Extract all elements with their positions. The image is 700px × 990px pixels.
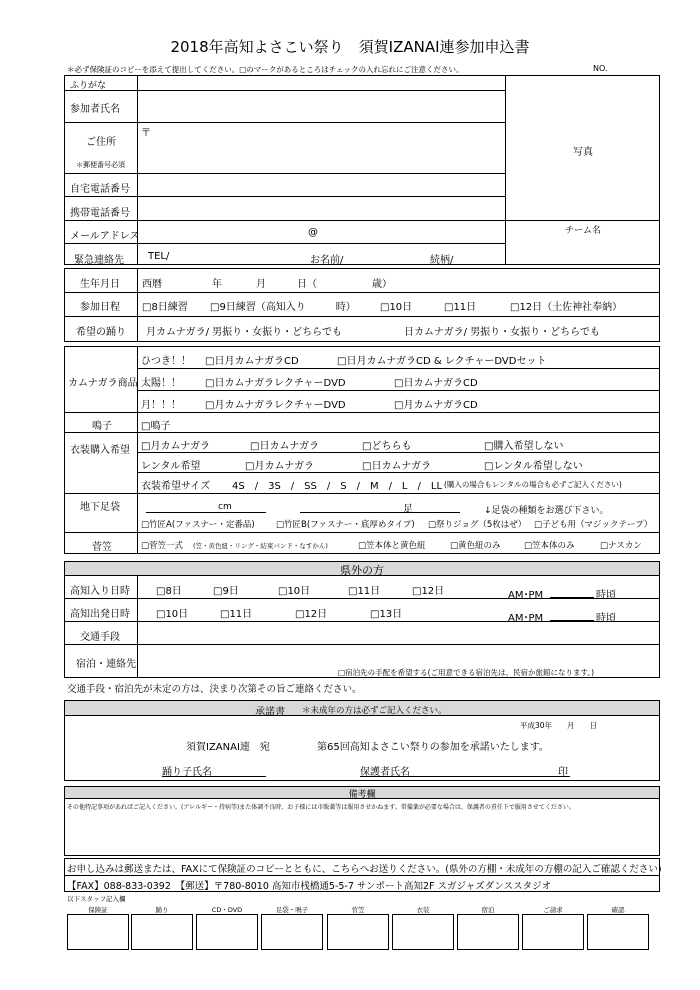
goods-hitsuki-cd[interactable]: □日月カムナガラCD xyxy=(205,356,299,367)
staff-col-label: 保険証 xyxy=(88,906,108,914)
team-name-label: チーム名 xyxy=(565,226,602,236)
emergency-tel: TEL/ xyxy=(148,251,170,262)
arrive-10[interactable]: □10日 xyxy=(278,586,311,597)
address-field[interactable] xyxy=(138,123,504,172)
costume-rent-none[interactable]: □レンタル希望しない xyxy=(484,461,583,472)
emergency-relation: 続柄/ xyxy=(430,255,454,266)
staff-col-label: 確認 xyxy=(611,906,625,914)
home-phone-label: 自宅電話番号 xyxy=(70,184,130,195)
consent-header-note: ＊未成年の方は必ずご記入ください。 xyxy=(302,706,447,716)
dance-label: 希望の踊り xyxy=(76,327,126,338)
birth-day: 日（ xyxy=(297,279,317,290)
depart-11[interactable]: □11日 xyxy=(220,609,253,620)
staff-col-label: 足袋・鳴子 xyxy=(275,906,309,914)
staff-cell[interactable] xyxy=(392,914,454,950)
depart-ampm[interactable]: AM･PM xyxy=(508,613,544,624)
hat-string-only[interactable]: □黄色紐のみ xyxy=(450,541,501,551)
name-label: 参加者氏名 xyxy=(70,104,120,115)
staff-col-label: 宿泊 xyxy=(481,906,495,914)
staff-cell[interactable] xyxy=(522,914,584,950)
costume-rent-label: レンタル希望 xyxy=(141,461,201,472)
seal-mark: 印 xyxy=(558,767,568,778)
staff-col-label: CD・DVD xyxy=(211,906,243,914)
postal-mark: 〒 xyxy=(141,128,151,139)
costume-buy-both[interactable]: □どちらも xyxy=(362,441,412,452)
photo-area[interactable] xyxy=(506,76,659,219)
costume-sizes[interactable]: 4S / 3S / SS / S / M / L / LL xyxy=(232,481,443,492)
tabi-note: ↓足袋の種類をお選び下さい。 xyxy=(484,506,609,516)
address-label: ご住所 xyxy=(86,137,116,148)
naruko-label: 鳴子 xyxy=(92,421,112,432)
transport-label: 交通手段 xyxy=(80,632,120,643)
staff-label: 以下スタッフ記入欄 xyxy=(67,895,126,903)
tabi-opt-jog[interactable]: □祭りジョグ（5枚はぜ） xyxy=(428,520,527,530)
home-phone-field[interactable] xyxy=(138,174,504,195)
arrive-9[interactable]: □9日 xyxy=(213,586,239,597)
mobile-label: 携帯電話番号 xyxy=(70,208,130,219)
staff-col-label: 衣装 xyxy=(416,906,430,914)
consent-body: 第65回高知よさこい祭りの参加を承諾いたします。 xyxy=(317,742,549,753)
staff-col-label: 踊り xyxy=(155,906,169,914)
costume-size-note: (購入の場合もレンタルの場合も必ずご記入ください) xyxy=(444,480,622,489)
arrive-11[interactable]: □11日 xyxy=(348,586,381,597)
costume-rent-sun[interactable]: □日カムナガラ xyxy=(362,461,432,472)
header-note: ＊必ず保険証のコピーを添えて提出してください。□のマークがあるところはチェックの入れ忘れにご注意ください。 xyxy=(67,65,464,74)
lodging-request[interactable]: □宿泊先の手配を希望する(ご用意できる宿泊先は、民宿か旅館になります。) xyxy=(338,668,595,677)
hat-full-set-note: (笠・黄色紐・リング・結束バンド・なすかん) xyxy=(193,542,328,550)
tabi-label: 地下足袋 xyxy=(80,502,120,513)
staff-cell[interactable] xyxy=(457,914,519,950)
tabi-opt-a[interactable]: □竹匠A(ファスナー・定番品) xyxy=(141,520,255,530)
arrive-12[interactable]: □12日 xyxy=(412,586,445,597)
goods-sun: 太陽！！ xyxy=(141,378,181,389)
goods-moon-dvd[interactable]: □月カムナガラレクチャーDVD xyxy=(205,400,346,411)
depart-13[interactable]: □13日 xyxy=(370,609,403,620)
hat-body-only[interactable]: □笠本体のみ xyxy=(524,541,575,551)
birth-age: 歳） xyxy=(372,279,392,290)
goods-hitsuki-set[interactable]: □日月カムナガラCD & レクチャーDVDセット xyxy=(337,356,547,367)
goods-sun-cd[interactable]: □日カムナガラCD xyxy=(394,378,478,389)
consent-header: 承諾書 xyxy=(255,707,285,718)
arrive-8[interactable]: □8日 xyxy=(156,586,182,597)
transport-field[interactable] xyxy=(138,622,659,643)
costume-size-label: 衣装希望サイズ xyxy=(141,481,211,492)
hat-label: 菅笠 xyxy=(92,542,112,553)
mobile-field[interactable] xyxy=(138,197,504,219)
tabi-opt-kids[interactable]: □子ども用（マジックテープ） xyxy=(534,520,653,530)
costume-label: 衣装購入希望 xyxy=(70,445,130,456)
schedule-opt-10[interactable]: □10日 xyxy=(380,302,413,313)
staff-cell[interactable] xyxy=(67,914,129,950)
costume-buy-none[interactable]: □購入希望しない xyxy=(484,441,564,452)
lodging-label: 宿泊・連絡先 xyxy=(76,659,136,670)
arrive-time: 時頃 xyxy=(596,590,616,601)
goods-hitsuki: ひつき！！ xyxy=(141,356,191,367)
footer-line2: 【FAX】088‑833‑0392 【郵送】〒780‑8010 高知市桟橋通5‑5‑7 サンポート高知2F スガジャズダンススタジオ xyxy=(67,881,552,892)
staff-cell[interactable] xyxy=(327,914,389,950)
birth-year: 年 xyxy=(212,279,222,290)
depart-time: 時頃 xyxy=(596,613,616,624)
costume-rent-moon[interactable]: □月カムナガラ xyxy=(245,461,315,472)
goods-sun-dvd[interactable]: □日カムナガラレクチャーDVD xyxy=(205,378,346,389)
goods-label: カムナガラ商品 xyxy=(68,378,138,389)
goods-moon-cd[interactable]: □月カムナガラCD xyxy=(394,400,478,411)
birth-era: 西暦 xyxy=(142,279,162,290)
emergency-name: お名前/ xyxy=(310,255,344,266)
email-label: メールアドレス xyxy=(70,231,140,242)
schedule-opt-8[interactable]: □8日練習 xyxy=(142,302,188,313)
tabi-opt-b[interactable]: □竹匠B(ファスナー・底厚めタイプ) xyxy=(276,520,415,530)
depart-12[interactable]: □12日 xyxy=(295,609,328,620)
hat-full-set[interactable]: □菅笠一式 xyxy=(141,541,184,551)
schedule-label: 参加日程 xyxy=(80,302,120,313)
dance-moon[interactable]: 月カムナガラ/ 男振り・女振り・どちらでも xyxy=(146,327,343,338)
outside-header: 県外の方 xyxy=(65,562,659,576)
photo-label: 写真 xyxy=(573,147,593,158)
postal-note: ＊郵便番号必須 xyxy=(76,161,125,169)
schedule-opt-9[interactable]: □9日練習（高知入り 時） xyxy=(210,302,356,313)
tabi-foot: 足 xyxy=(403,504,413,515)
consent-date: 平成30年 月 日 xyxy=(520,721,598,730)
consent-to: 須賀IZANAI連 宛 xyxy=(186,742,270,753)
emergency-label: 緊急連絡先 xyxy=(74,255,124,266)
goods-moon: 月！！！ xyxy=(141,400,181,411)
staff-col-label: 菅笠 xyxy=(351,906,365,914)
arrive-ampm[interactable]: AM･PM xyxy=(508,590,544,601)
number-label: NO. xyxy=(593,64,608,73)
naruko-option[interactable]: □鳴子 xyxy=(141,421,171,432)
birth-month: 月 xyxy=(256,279,266,290)
remarks-field[interactable] xyxy=(65,812,659,855)
dancer-name-label: 踊り子氏名 xyxy=(162,767,212,778)
tabi-cm: cm xyxy=(218,502,232,512)
page-title: 2018年高知よさこい祭り 須賀IZANAI連参加申込書 xyxy=(170,38,530,56)
costume-buy-moon[interactable]: □月カムナガラ xyxy=(141,441,211,452)
staff-cell[interactable] xyxy=(131,914,193,950)
schedule-opt-11[interactable]: □11日 xyxy=(444,302,477,313)
furigana-label: ふりがな xyxy=(70,81,107,91)
outside-after-note: 交通手段・宿泊先が未定の方は、決まり次第その旨ご連絡ください。 xyxy=(67,684,362,695)
depart-label: 高知出発日時 xyxy=(70,609,130,620)
depart-10[interactable]: □10日 xyxy=(156,609,189,620)
staff-cell[interactable] xyxy=(261,914,323,950)
remarks-header: 備考欄 xyxy=(65,787,659,799)
birth-label: 生年月日 xyxy=(80,279,120,290)
remarks-note: その他特記事項があればご記入ください。(アレルギー・持病等)また体調不良時、お子様には市販薬等は服用させかねます。常備薬が必要な場合は、保護者の責任下で服用させてください。 xyxy=(67,804,575,811)
guardian-name-label: 保護者氏名 xyxy=(360,767,410,778)
name-field[interactable] xyxy=(138,91,504,121)
staff-cell[interactable] xyxy=(196,914,258,950)
costume-buy-sun[interactable]: □日カムナガラ xyxy=(250,441,320,452)
hat-nasukan[interactable]: □ナスカン xyxy=(600,541,642,551)
at-mark: @ xyxy=(308,227,318,238)
hat-body-string[interactable]: □笠本体と黄色紐 xyxy=(358,541,426,551)
footer-line1: お申し込みは郵送または、FAXにて保険証のコピーとともに、こちらへお送りください。(県外の方棚・未成年の方棚の記入ご確認ください) xyxy=(67,864,662,875)
email-field[interactable] xyxy=(138,221,504,242)
dance-sun[interactable]: 日カムナガラ/ 男振り・女振り・どちらでも xyxy=(404,327,601,338)
arrive-label: 高知入り日時 xyxy=(70,586,130,597)
schedule-opt-12[interactable]: □12日（土佐神社奉納） xyxy=(510,302,623,313)
staff-cell[interactable] xyxy=(587,914,649,950)
staff-col-label: ご請求 xyxy=(543,906,563,914)
